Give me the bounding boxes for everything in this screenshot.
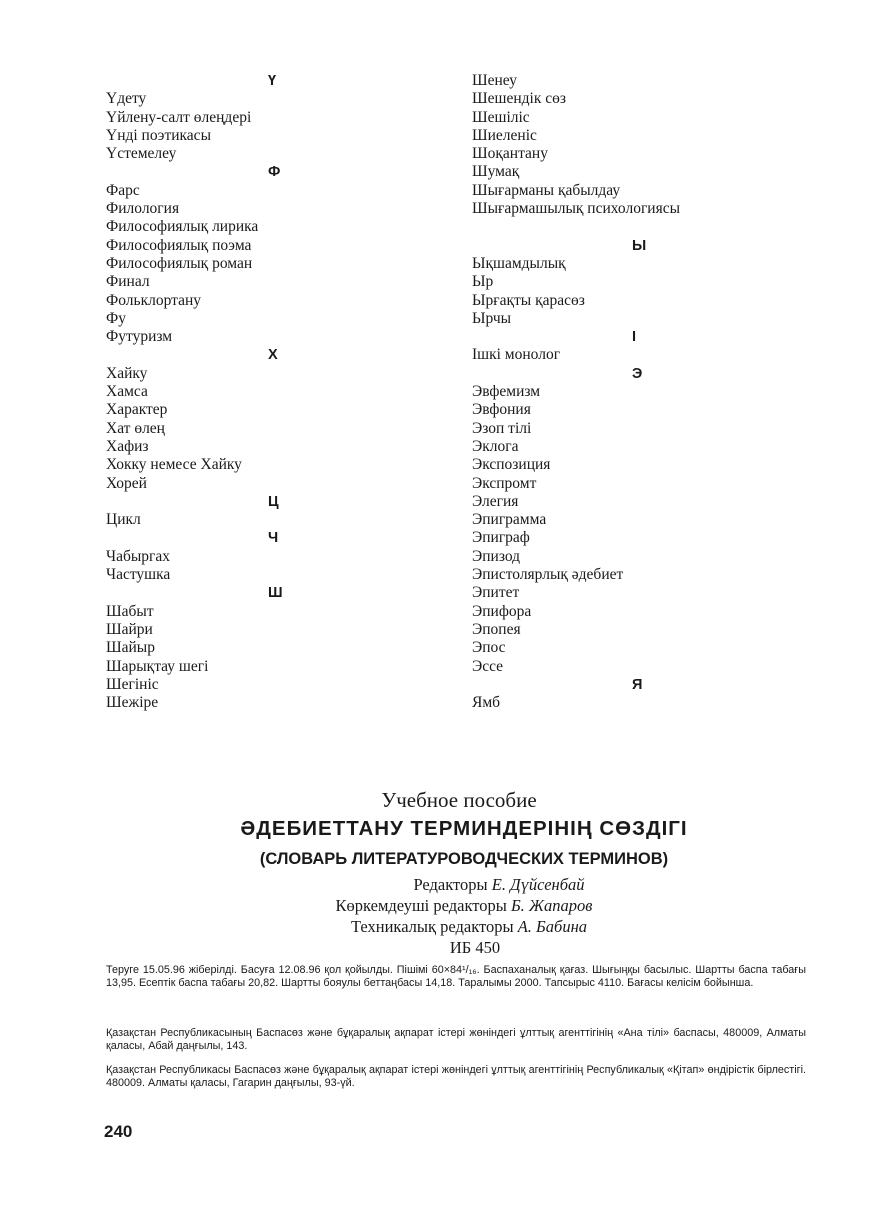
index-term: Хафиз	[106, 437, 149, 455]
letter-heading: Я	[632, 676, 643, 693]
book-subtitle: Учебное пособие	[381, 788, 537, 812]
index-term: Шиеленіс	[472, 126, 537, 144]
tech-editor-label: Техникалық редакторы	[350, 917, 514, 936]
index-term: Элегия	[472, 492, 519, 510]
index-term: Эпитет	[472, 584, 520, 602]
index-term: Ыр	[472, 273, 494, 291]
index-term: Эпос	[472, 639, 506, 657]
letter-heading: Ч	[268, 530, 279, 547]
editors-line	[0, 874, 888, 895]
letter-heading: І	[632, 329, 637, 346]
index-term: Эвфемизм	[472, 383, 541, 401]
index-term: Эссе	[472, 657, 504, 675]
index-term: Шегініс	[106, 675, 159, 693]
index-term: Экспозиция	[472, 456, 551, 474]
index-term: Эпопея	[472, 620, 521, 638]
letter-heading: Э	[632, 365, 643, 382]
index-term: Цикл	[106, 511, 141, 529]
letter-heading: Ц	[268, 493, 279, 510]
page-number: 240	[104, 1122, 133, 1141]
index-term: Ырғақты қарасөз	[472, 291, 585, 309]
letter-heading: Ү	[268, 73, 277, 89]
index-term: Философиялық поэма	[106, 236, 252, 254]
index-term: Экспромт	[472, 474, 537, 492]
index-term: Чабыргах	[106, 547, 170, 565]
spacer	[472, 218, 772, 236]
index-term: Үстемелеу	[106, 145, 177, 163]
index-term: Үдету	[106, 90, 147, 108]
index-term: Футуризм	[106, 328, 173, 346]
index-term: Шоқантану	[472, 145, 548, 163]
letter-heading: Х	[268, 347, 278, 364]
index-term: Шешендік сөз	[472, 90, 566, 108]
index-term: Эпифора	[472, 602, 532, 620]
index-term: Шығармашылық психологиясы	[472, 200, 681, 218]
index-term: Частушка	[106, 566, 171, 584]
index-term: Эпизод	[472, 547, 521, 565]
index-term: Ямб	[472, 694, 501, 712]
index-term: Эпистолярлық әдебиет	[472, 566, 624, 584]
editors-name: Е. Дүйсенбай	[491, 875, 585, 894]
index-term: Хорей	[106, 474, 147, 492]
index-term: Шешіліс	[472, 108, 530, 126]
index-term: Эпиграмма	[472, 511, 547, 529]
letter-heading: Ы	[632, 237, 647, 254]
index-term: Фарс	[106, 181, 140, 199]
index-term: Фу	[106, 309, 126, 327]
index-term: Фольклортану	[106, 291, 202, 309]
index-term: Шежіре	[106, 694, 159, 712]
index-term: Эвфония	[472, 401, 531, 419]
index-term: Ішкі монолог	[472, 346, 561, 364]
index-term: Хайку	[106, 364, 148, 382]
index-term: Финал	[106, 273, 150, 291]
index-term: Ырчы	[472, 309, 512, 327]
art-editor-name: Б. Жапаров	[510, 896, 593, 915]
index-term: Хокку немесе Хайку	[106, 456, 242, 474]
index-term: Шенеу	[472, 72, 518, 89]
imprint-block	[0, 786, 888, 959]
ib-number: ИБ 450	[449, 938, 501, 957]
index-term: Философиялық лирика	[106, 218, 259, 236]
index-term: Шабыт	[106, 602, 154, 620]
index-term: Шарықтау шегі	[106, 657, 209, 675]
index-term: Шайыр	[106, 639, 155, 657]
index-term: Үйлену-салт өлеңдері	[106, 108, 252, 126]
index-term: Хат өлең	[106, 419, 165, 437]
index-term: Хамса	[106, 383, 148, 401]
index-term: Характер	[106, 401, 168, 419]
printer-info: Қазақстан Республикасы Баспасөз және бұқаралық ақпарат істері жөніндегі ұлттық агенттігінің Республикалық «Қітап» өндірістік бірлестігі. 480009. Алматы қаласы, Гагарин даңғылы, 93-үй.	[106, 1064, 806, 1089]
book-title-ru: (СЛОВАРЬ ЛИТЕРАТУРОВОДЧЕСКИХ ТЕРМИНОВ)	[259, 850, 669, 868]
index-column-right	[472, 72, 772, 712]
index-term: Эзоп тілі	[472, 419, 532, 437]
index-term: Философиялық роман	[106, 254, 253, 272]
tech-editor-line	[0, 916, 888, 937]
art-editor-label: Көркемдеуші редакторы	[335, 896, 507, 915]
print-details: Теруге 15.05.96 жіберілді. Басуға 12.08.96 қол қойылды. Пішімі 60×84¹/₁₆. Баспаханалық қағаз. Шығыңқы басылыс. Шартты баспа табағы 13,95. Есептік баспа табағы 20,82. Шартты бояулы беттаңбасы 14,18. Таралымы 2000. Тапсырыс 4110. Бағасы келісім бойынша.	[106, 964, 806, 989]
letter-heading: Ф	[268, 164, 281, 181]
book-title: ӘДЕБИЕТТАНУ ТЕРМИНДЕРІНІҢ СӨЗДІГІ	[240, 817, 688, 840]
index-term: Эпиграф	[472, 529, 530, 547]
index-term: Шайри	[106, 620, 153, 638]
art-editor-line	[0, 895, 888, 916]
letter-heading: Ш	[268, 585, 283, 602]
tech-editor-name: А. Бабина	[517, 917, 588, 936]
index-term: Шығарманы қабылдау	[472, 181, 621, 199]
index-term: Ықшамдылық	[472, 254, 566, 272]
publisher-info: Қазақстан Республикасының Баспасөз және бұқаралық ақпарат істері жөніндегі ұлттық агенттігінің «Ана тілі» баспасы, 480009, Алматы қаласы, Абай даңғылы, 143.	[106, 1027, 806, 1052]
index-term: Шумақ	[472, 163, 520, 181]
index-term: Филология	[106, 200, 180, 218]
index-term: Эклога	[472, 437, 519, 455]
index-column-left	[106, 72, 446, 712]
editors-label: Редакторы	[413, 875, 488, 894]
term-index	[0, 72, 888, 722]
index-term: Үнді поэтикасы	[106, 126, 211, 144]
